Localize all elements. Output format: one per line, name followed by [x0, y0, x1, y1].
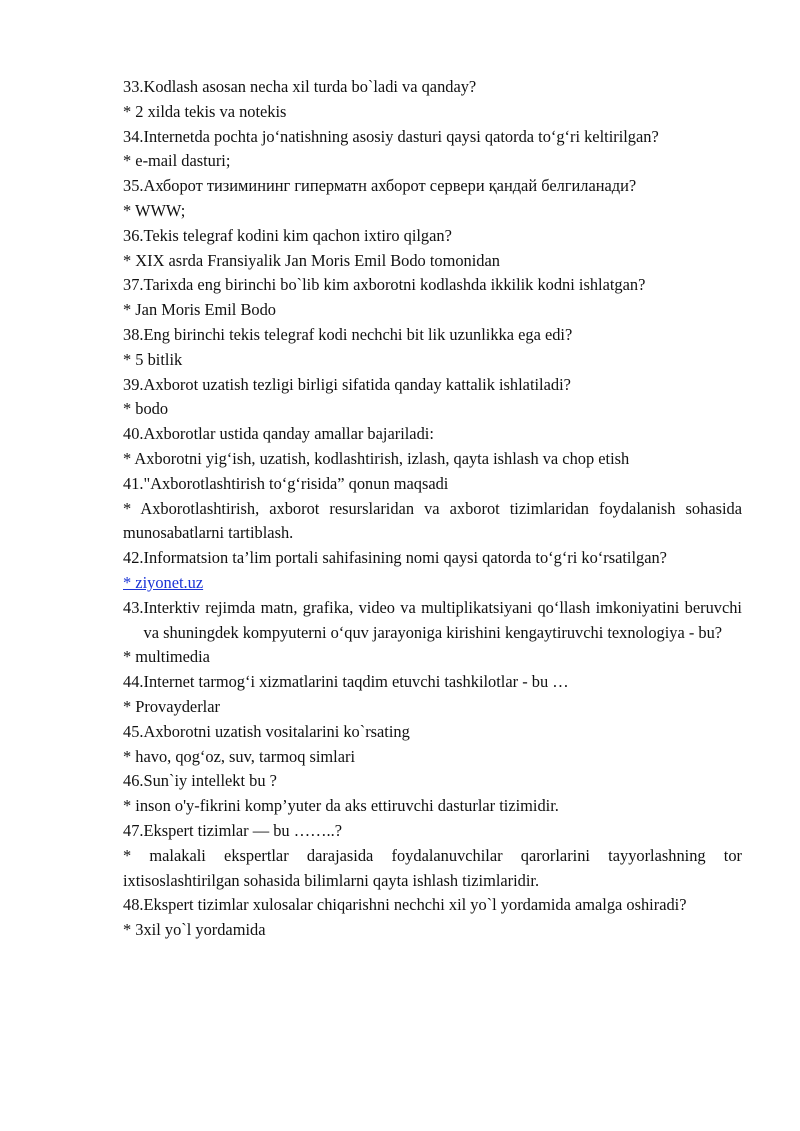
- question-number: 40.: [123, 424, 144, 444]
- question-number: 44.: [123, 672, 144, 692]
- question-41: [123, 472, 742, 497]
- answer-44: * Provayderlar: [123, 696, 220, 716]
- question-33: [123, 75, 742, 100]
- question-number: 46.: [123, 771, 144, 791]
- question-number: 43.: [123, 597, 144, 617]
- question-43: [123, 596, 742, 646]
- ziyonet-link[interactable]: * ziyonet.uz: [123, 572, 204, 592]
- answer-47: * malakali ekspertlar darajasida foydalanuvchilar qarorlarini tayyorlashning tor ixtisoslashtirilgan sohasida bilimlarni qayta ishlash tizimlaridir.: [123, 845, 742, 890]
- answer-48: * 3xil yo`l yordamida: [123, 920, 266, 940]
- question-47: [123, 819, 742, 844]
- question-text: Internetda pochta jo‘natishning asosiy dasturi qaysi qatorda to‘g‘ri keltirilgan?: [143, 126, 659, 146]
- question-38: [123, 323, 742, 348]
- question-number: 36.: [123, 225, 144, 245]
- question-text: Ахборот тизимининг гиперматн ахборот сервери қандай белгиланади?: [143, 176, 637, 196]
- answer-40: * Axborotni yig‘ish, uzatish, kodlashtirish, izlash, qayta ishlash va chop etish: [123, 448, 630, 468]
- question-48: [123, 893, 742, 918]
- question-44: [123, 670, 742, 695]
- question-36: [123, 224, 742, 249]
- question-text: Eng birinchi tekis telegraf kodi nechchi bit lik uzunlikka ega edi?: [143, 324, 573, 344]
- question-text: Sun`iy intellekt bu ?: [143, 771, 277, 791]
- question-45: [123, 720, 742, 745]
- answer-43: * multimedia: [123, 647, 210, 667]
- question-number: 35.: [123, 176, 144, 196]
- question-text: Internet tarmog‘i xizmatlarini taqdim etuvchi tashkilotlar - bu …: [143, 672, 569, 692]
- question-text: Ekspert tizimlar xulosalar chiqarishni nechchi xil yo`l yordamida amalga oshiradi?: [143, 895, 687, 915]
- question-37: [123, 273, 742, 298]
- question-text: Tekis telegraf kodini kim qachon ixtiro qilgan?: [143, 225, 452, 245]
- question-number: 39.: [123, 374, 144, 394]
- question-text: Tarixda eng birinchi bo`lib kim axborotni kodlashda ikkilik kodni ishlatgan?: [143, 275, 646, 295]
- question-42: [123, 546, 742, 571]
- question-number: 34.: [123, 126, 144, 146]
- question-text: Axborotlar ustida qanday amallar bajariladi:: [143, 424, 434, 444]
- question-number: 45.: [123, 721, 144, 741]
- question-number: 41.: [123, 473, 144, 493]
- question-number: 47.: [123, 820, 144, 840]
- question-46: [123, 769, 742, 794]
- answer-39: * bodo: [123, 399, 169, 419]
- question-35: [123, 174, 742, 199]
- document-body: [123, 75, 742, 943]
- question-number: 37.: [123, 275, 144, 295]
- question-text: "Axborotlashtirish to‘g‘risida” qonun maqsadi: [143, 473, 449, 493]
- question-text: Informatsion ta’lim portali sahifasining nomi qaysi qatorda to‘g‘ri ko‘rsatilgan?: [143, 548, 667, 568]
- question-39: [123, 373, 742, 398]
- answer-33: * 2 xilda tekis va notekis: [123, 101, 287, 121]
- answer-34: * e-mail dasturi;: [123, 151, 231, 171]
- question-34: [123, 125, 742, 150]
- answer-35: * WWW;: [123, 200, 186, 220]
- answer-45: * havo, qog‘oz, suv, tarmoq simlari: [123, 746, 356, 766]
- question-text: Interktiv rejimda matn, grafika, video va multiplikatsiyani qo‘llash imkoniyatini beruvchi va shuningdek kompyuterni o‘quv jarayoniga kirishini kengaytiruvchi texnologiya - bu?: [143, 597, 742, 642]
- answer-41: * Axborotlashtirish, axborot resurslaridan va axborot tizimlaridan foydalanish sohasida munosabatlarni tartiblash.: [123, 498, 742, 543]
- question-text: Axborot uzatish tezligi birligi sifatida qanday kattalik ishlatiladi?: [143, 374, 571, 394]
- question-number: 33.: [123, 77, 144, 96]
- question-text: Axborotni uzatish vositalarini ko`rsating: [143, 721, 410, 741]
- answer-36: * XIX asrda Fransiyalik Jan Moris Emil Bodo tomonidan: [123, 250, 500, 270]
- answer-37: * Jan Moris Emil Bodo: [123, 300, 276, 320]
- question-text: Ekspert tizimlar — bu ……..?: [143, 820, 342, 840]
- answer-38: * 5 bitlik: [123, 349, 183, 369]
- answer-42: [123, 571, 742, 596]
- question-number: 48.: [123, 895, 144, 915]
- question-40: [123, 422, 742, 447]
- question-number: 42.: [123, 548, 144, 568]
- question-number: 38.: [123, 324, 144, 344]
- answer-46: * inson o'y-fikrini komp’yuter da aks ettiruvchi dasturlar tizimidir.: [123, 796, 559, 816]
- question-text: Kodlash asosan necha xil turda bo`ladi va qanday?: [143, 77, 477, 96]
